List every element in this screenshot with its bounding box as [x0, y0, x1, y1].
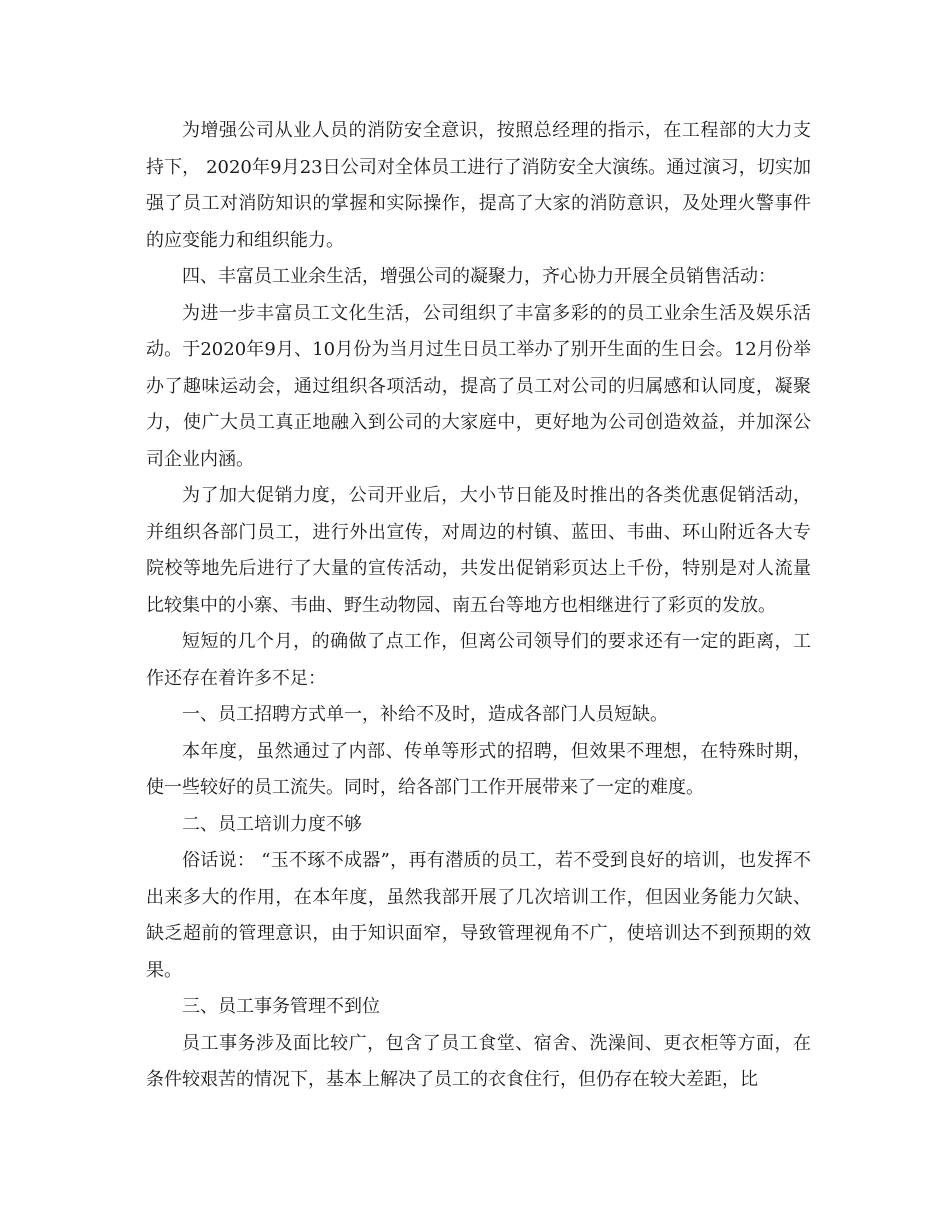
heading-affairs: 三、员工事务管理不到位: [182, 996, 380, 1017]
paragraph-recruitment: 本年度，虽然通过了内部、传单等形式的招聘，但效果不理想，在特殊时期，使一些较好的员工流失。同时，给各部门工作开展带来了一定的难度。: [146, 740, 811, 798]
paragraph-affairs: 员工事务涉及面比较广，包含了员工食堂、宿舍、洗澡间、更衣柜等方面，在条件较艰苦的情况下，基本上解决了员工的衣食住行，但仍存在较大差距，比: [146, 1032, 811, 1090]
paragraph-training: 俗话说： “玉不琢不成器”，再有潜质的员工，若不受到良好的培训，也发挥不出来多大的作用，在本年度，虽然我部开展了几次培训工作，但因业务能力欠缺、缺乏超前的管理意识，由于知识面窄，导致管理视角不广，使培训达不到预期的效果。: [146, 850, 811, 981]
document-body: [146, 113, 811, 1099]
paragraph-promotion: 为了加大促销力度，公司开业后，大小节日能及时推出的各类优惠促销活动，并组织各部门员工，进行外出宣传，对周边的村镇、蓝田、韦曲、环山附近各大专院校等地先后进行了大量的宣传活动，共发出促销彩页达上千份，特别是对人流量比较集中的小寨、韦曲、野生动物园、南五台等地方也相继进行了彩页的发放。: [146, 485, 811, 616]
heading-training: 二、员工培训力度不够: [182, 813, 362, 835]
paragraph-activities: 为进一步丰富员工文化生活，公司组织了丰富多彩的的员工业余生活及娱乐活动。于2020年9月、10月份为当月过生日员工举办了别开生面的生日会。12月份举办了趣味运动会，通过组织各项活动，提高了员工对公司的归属感和认同度，凝聚力，使广大员工真正地融入到公司的大家庭中，更好地为公司创造效益，并加深公司企业内涵。: [146, 302, 811, 470]
paragraph-fire-drill: 为增强公司从业人员的消防安全意识，按照总经理的指示，在工程部的大力支持下， 2020年9月23日公司对全体员工进行了消防安全大演练。通过演习，切实加强了员工对消防知识的掌握和实际操作，提高了大家的消防意识，及处理火警事件的应变能力和组织能力。: [146, 120, 811, 251]
heading-section-four: 四、丰富员工业余生活，增强公司的凝聚力，齐心协力开展全员销售活动：: [182, 266, 776, 287]
heading-recruitment: 一、员工招聘方式单一，补给不及时，造成各部门人员短缺。: [182, 704, 668, 725]
paragraph-shortcomings-intro: 短短的几个月，的确做了点工作，但离公司领导们的要求还有一定的距离，工作还存在着许多不足：: [146, 631, 811, 689]
